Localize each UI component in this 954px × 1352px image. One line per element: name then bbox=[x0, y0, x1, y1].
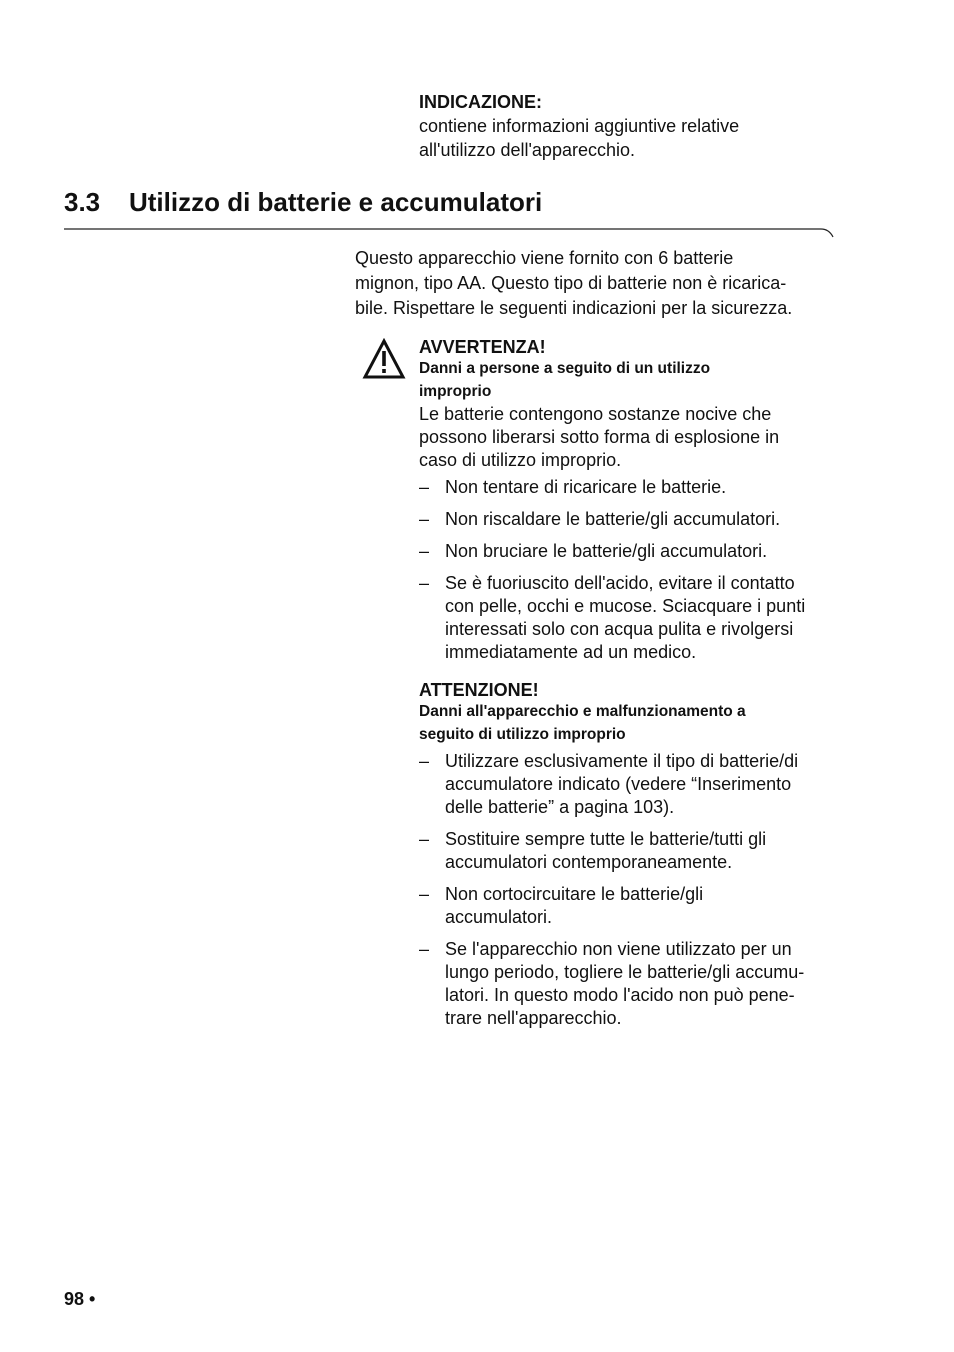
list-item bbox=[419, 828, 844, 874]
warning-list bbox=[419, 476, 844, 664]
caution-block bbox=[419, 679, 844, 1030]
section-rule bbox=[64, 228, 834, 244]
list-item-line: Se è fuoriuscito dell'acido, evitare il contatto bbox=[445, 573, 795, 593]
list-item-line: con pelle, occhi e mucose. Sciacquare i punti bbox=[445, 596, 806, 616]
list-item-line: interessati solo con acqua pulita e rivolgersi bbox=[445, 619, 794, 639]
list-item-line: Se l'apparecchio non viene utilizzato per un bbox=[445, 939, 792, 959]
warning-subtitle-line: improprio bbox=[419, 382, 492, 400]
list-item bbox=[419, 750, 844, 819]
list-item-line: latori. In questo modo l'acido non può pene- bbox=[445, 985, 795, 1005]
note-title: INDICAZIONE: bbox=[419, 92, 542, 112]
section-number: 3.3 bbox=[64, 187, 101, 217]
section-heading bbox=[64, 184, 542, 220]
list-item-line: accumulatori. bbox=[445, 907, 553, 927]
warning-triangle-icon bbox=[362, 338, 406, 380]
list-item-line: accumulatore indicato (vedere “Inserimento bbox=[445, 774, 792, 794]
intro-line: Questo apparecchio viene fornito con 6 batterie bbox=[355, 248, 734, 268]
dash-bullet: – bbox=[419, 477, 430, 497]
caution-subtitle-line: Danni all'apparecchio e malfunzionamento a bbox=[419, 703, 746, 720]
dash-bullet: – bbox=[419, 509, 430, 529]
note-text-line: all'utilizzo dell'apparecchio. bbox=[419, 140, 635, 160]
warning-text-line: possono liberarsi sotto forma di esplosione in bbox=[419, 427, 780, 447]
caution-list bbox=[419, 750, 844, 1030]
list-item bbox=[419, 883, 844, 929]
warning-text-line: caso di utilizzo improprio. bbox=[419, 450, 622, 470]
intro-line: mignon, tipo AA. Questo tipo di batterie non è ricarica- bbox=[355, 273, 787, 293]
warning-text-line: Le batterie contengono sostanze nocive che bbox=[419, 404, 772, 424]
list-item-line: Utilizzare esclusivamente il tipo di batterie/di bbox=[445, 751, 799, 771]
list-item-line: trare nell'apparecchio. bbox=[445, 1008, 622, 1028]
list-item-line: accumulatori contemporaneamente. bbox=[445, 852, 733, 872]
warning-title: AVVERTENZA! bbox=[419, 337, 546, 357]
note-block bbox=[419, 90, 839, 162]
list-item-line: Sostituire sempre tutte le batterie/tutti gli bbox=[445, 829, 767, 849]
list-item-line: lungo periodo, togliere le batterie/gli accumu- bbox=[445, 962, 805, 982]
list-item-line: Non tentare di ricaricare le batterie. bbox=[445, 477, 727, 497]
note-text-line: contiene informazioni aggiuntive relative bbox=[419, 116, 740, 136]
dash-bullet: – bbox=[419, 751, 430, 771]
list-item-line: Non cortocircuitare le batterie/gli bbox=[445, 884, 704, 904]
list-item-line: Non bruciare le batterie/gli accumulatori. bbox=[445, 541, 768, 561]
intro-line: bile. Rispettare le seguenti indicazioni per la sicurezza. bbox=[355, 298, 793, 318]
list-item-line: Non riscaldare le batterie/gli accumulatori. bbox=[445, 509, 781, 529]
list-item bbox=[419, 508, 844, 531]
section-title: Utilizzo di batterie e accumulatori bbox=[129, 187, 543, 217]
warning-subtitle-line: Danni a persone a seguito di un utilizzo bbox=[419, 360, 711, 377]
intro-paragraph bbox=[355, 246, 840, 321]
warning-block bbox=[419, 336, 844, 664]
caution-title: ATTENZIONE! bbox=[419, 680, 539, 700]
dash-bullet: – bbox=[419, 884, 430, 904]
list-item bbox=[419, 938, 844, 1030]
list-item bbox=[419, 572, 844, 664]
list-item-line: immediatamente ad un medico. bbox=[445, 642, 697, 662]
page-number: 98 • bbox=[64, 1289, 96, 1309]
dash-bullet: – bbox=[419, 573, 430, 593]
list-item bbox=[419, 540, 844, 563]
caution-subtitle-line: seguito di utilizzo improprio bbox=[419, 725, 626, 743]
list-item bbox=[419, 476, 844, 499]
list-item-line: delle batterie” a pagina 103). bbox=[445, 797, 675, 817]
dash-bullet: – bbox=[419, 939, 430, 959]
dash-bullet: – bbox=[419, 541, 430, 561]
warning-text bbox=[419, 403, 844, 472]
dash-bullet: – bbox=[419, 829, 430, 849]
